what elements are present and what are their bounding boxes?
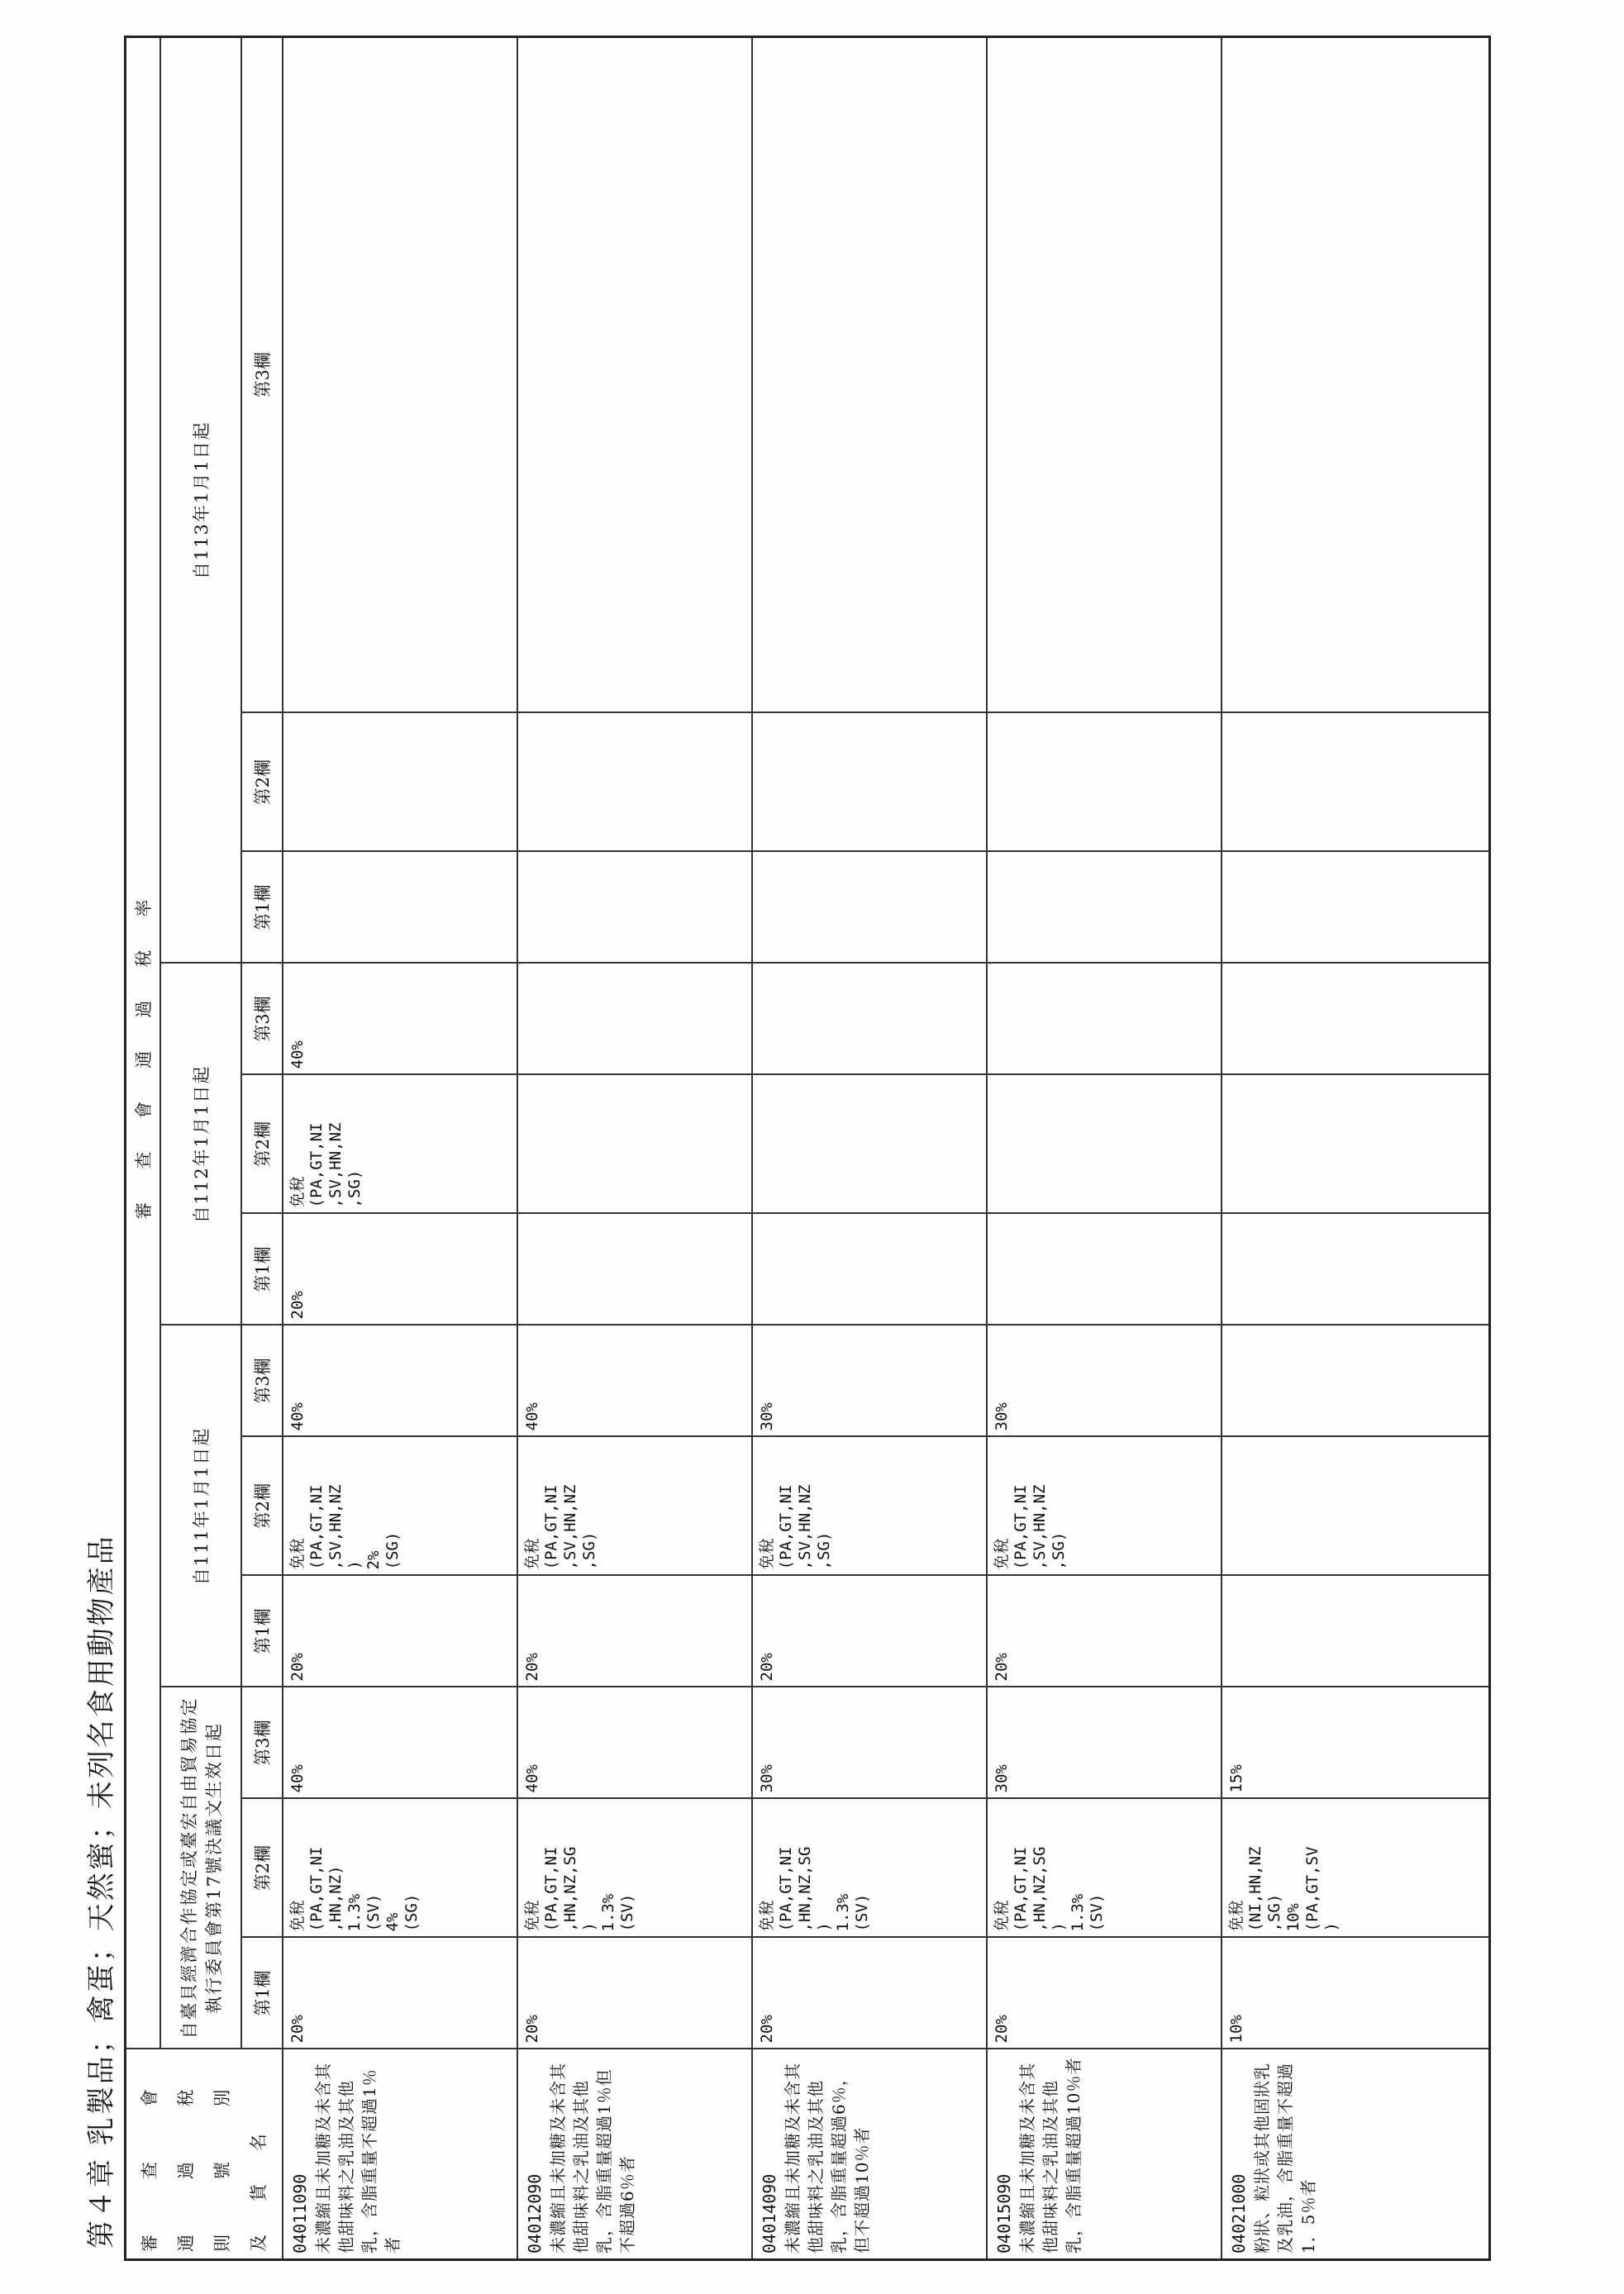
table-row — [517, 36, 752, 2259]
rate-value: 20% — [993, 1653, 1011, 1682]
rate-cell — [752, 1687, 987, 1799]
rate-cell — [1222, 1214, 1490, 1325]
rate-cell — [1222, 1437, 1490, 1576]
rate-value: 免稅 (PA,GT,NI ,HN,NZ,SG ) 1.3% (SV) — [993, 1846, 1106, 1932]
rate-cell — [1222, 852, 1490, 964]
rate-cell — [283, 1687, 517, 1799]
rate-cell — [283, 36, 517, 712]
rate-cell — [283, 713, 517, 852]
rate-cell — [283, 1576, 517, 1687]
rate-cell — [752, 1325, 987, 1437]
rate-cell — [283, 1214, 517, 1325]
tariff-item-cell — [517, 2049, 752, 2260]
rate-cell — [517, 1576, 752, 1687]
tariff-code: 04021000 — [1229, 2173, 1249, 2254]
table-row — [283, 36, 517, 2259]
period-header — [160, 1325, 241, 1687]
page-title: 第４章 乳製品；禽蛋；天然蜜；未列名食用動物產品 — [85, 1534, 118, 2249]
goods-description: 未濃縮且未加糖及未含其他甜味料之乳油及其他乳，含脂重量超過1％但不超過6％者 — [548, 2063, 637, 2254]
rate-value: 40% — [523, 1764, 541, 1793]
column-header: 第2欄 — [241, 1075, 283, 1214]
rate-cell — [752, 1799, 987, 1938]
goods-description: 未濃縮且未加糖及未含其他甜味料之乳油及其他乳，含脂重量超過6％，但不超過10％者 — [783, 2063, 872, 2254]
period-label: 自111年1月1日起 — [191, 1426, 212, 1586]
rate-group-header: 審查會通過稅率 — [126, 36, 160, 2049]
rate-cell — [1222, 1938, 1490, 2049]
rate-cell — [517, 1325, 752, 1437]
tariff-item-cell — [752, 2049, 987, 2260]
table-row — [987, 36, 1222, 2259]
rate-cell — [517, 1938, 752, 2049]
rate-value: 30% — [758, 1764, 776, 1793]
rate-value: 20% — [523, 1653, 541, 1682]
rate-cell — [517, 36, 752, 712]
rate-cell — [987, 964, 1222, 1075]
period-label: 自臺貝經濟合作協定或臺宏自由貿易協定執行委員會第17號決議文生效日起 — [179, 1697, 224, 2039]
rate-cell — [517, 1075, 752, 1214]
rate-cell — [987, 1214, 1222, 1325]
rate-value: 40% — [288, 1764, 307, 1793]
column-header: 第2欄 — [241, 713, 283, 852]
column-header: 第1欄 — [241, 1214, 283, 1325]
rate-value: 20% — [523, 2015, 541, 2044]
rate-value: 免稅 (PA,GT,NI ,SV,HN,NZ ,SG) — [758, 1484, 833, 1570]
rate-cell — [752, 1214, 987, 1325]
rate-value: 20% — [288, 1653, 307, 1682]
rate-cell — [987, 852, 1222, 964]
rate-value: 20% — [993, 2015, 1011, 2044]
goods-description: 粉狀、粒狀或其他固狀乳及乳油，含脂重量不超過1．5％者 — [1252, 2063, 1318, 2254]
rate-value: 15% — [1227, 1764, 1245, 1793]
rate-cell — [987, 36, 1222, 712]
rate-value: 20% — [758, 1653, 776, 1682]
tariff-code: 04012090 — [525, 2173, 545, 2254]
rate-cell — [752, 852, 987, 964]
rate-cell — [283, 1437, 517, 1576]
rate-cell — [987, 1437, 1222, 1576]
column-header: 第1欄 — [241, 1938, 283, 2049]
rate-value: 免稅 (PA,GT,NI ,SV,HN,NZ ,SG) — [288, 1122, 364, 1208]
column-header: 第3欄 — [241, 1687, 283, 1799]
rate-value: 免稅 (PA,GT,NI ,SV,HN,NZ ,SG) — [523, 1484, 598, 1570]
rate-cell — [517, 852, 752, 964]
period-header — [160, 1687, 241, 2049]
rate-value: 30% — [993, 1402, 1011, 1431]
rate-value: 30% — [993, 1764, 1011, 1793]
tariff-code: 04015090 — [994, 2173, 1014, 2254]
rate-value: 10% — [1227, 2015, 1245, 2044]
rate-cell — [517, 1799, 752, 1938]
rate-cell — [1222, 36, 1490, 712]
rate-cell — [517, 1437, 752, 1576]
rate-cell — [752, 713, 987, 852]
tariff-table — [124, 36, 1491, 2261]
rate-cell — [987, 1687, 1222, 1799]
rate-cell — [987, 1799, 1222, 1938]
rate-cell — [1222, 1325, 1490, 1437]
rate-value: 20% — [758, 2015, 776, 2044]
rate-cell — [283, 964, 517, 1075]
rate-cell — [517, 964, 752, 1075]
rate-cell — [1222, 1687, 1490, 1799]
rate-cell — [752, 1576, 987, 1687]
rate-cell — [987, 1325, 1222, 1437]
column-header: 第1欄 — [241, 852, 283, 964]
rate-value: 20% — [288, 1291, 307, 1320]
rate-value: 免稅 (NI,HN,NZ ,SG) 10% (PA,GT,SV ) — [1227, 1846, 1341, 1932]
rate-cell — [987, 1938, 1222, 2049]
column-header: 第2欄 — [241, 1799, 283, 1938]
rate-value: 免稅 (PA,GT,NI ,SV,HN,NZ ,SG) — [993, 1484, 1068, 1570]
rate-cell — [987, 1075, 1222, 1214]
rate-cell — [987, 713, 1222, 852]
tariff-code: 04011090 — [290, 2173, 310, 2254]
period-header — [160, 36, 241, 963]
rate-cell — [752, 1938, 987, 2049]
rate-value: 30% — [758, 1402, 776, 1431]
tariff-item-cell — [283, 2049, 517, 2260]
column-header: 第2欄 — [241, 1437, 283, 1576]
column-header: 第3欄 — [241, 36, 283, 712]
rate-cell — [517, 1214, 752, 1325]
rate-cell — [517, 713, 752, 852]
table-row — [752, 36, 987, 2259]
rate-cell — [752, 1075, 987, 1214]
column-header: 第1欄 — [241, 1576, 283, 1687]
rate-cell — [283, 852, 517, 964]
rate-cell — [1222, 1799, 1490, 1938]
rate-cell — [517, 1687, 752, 1799]
tariff-code: 04014090 — [760, 2173, 779, 2254]
rate-cell — [283, 1799, 517, 1938]
rate-value: 免稅 (PA,GT,NI ,HN,NZ) 1.3% (SV) 4% (SG) — [288, 1846, 421, 1932]
rate-cell — [283, 1938, 517, 2049]
rate-value: 免稅 (PA,GT,NI ,HN,NZ,SG ) 1.3% (SV) — [758, 1846, 871, 1932]
rate-value: 免稅 (PA,GT,NI ,HN,NZ,SG ) 1.3% (SV) — [523, 1846, 636, 1932]
rate-cell — [283, 1325, 517, 1437]
rate-cell — [752, 1437, 987, 1576]
rate-cell — [1222, 713, 1490, 852]
goods-description: 未濃縮且未加糖及未含其他甜味料之乳油及其他乳，含脂重量超過10％者 — [1017, 2057, 1083, 2254]
rate-value: 40% — [523, 1402, 541, 1431]
description-column-header: 審查會通過稅則號別及貨名 — [126, 2049, 283, 2260]
column-header: 第3欄 — [241, 964, 283, 1075]
rate-value: 40% — [288, 1402, 307, 1431]
tariff-item-cell — [987, 2049, 1222, 2260]
rate-value: 免稅 (PA,GT,NI ,SV,HN,NZ ) 2% (SG) — [288, 1484, 402, 1570]
period-header — [160, 964, 241, 1325]
rate-cell — [752, 36, 987, 712]
rate-cell — [752, 964, 987, 1075]
rate-cell — [1222, 1075, 1490, 1214]
period-label: 自113年1月1日起 — [191, 421, 212, 580]
column-header: 第3欄 — [241, 1325, 283, 1437]
goods-description: 未濃縮且未加糖及未含其他甜味料之乳油及其他乳，含脂重量不超過1％者 — [313, 2063, 402, 2254]
rate-cell — [1222, 1576, 1490, 1687]
rate-cell — [1222, 964, 1490, 1075]
rate-value: 20% — [288, 2015, 307, 2044]
rate-value: 40% — [288, 1040, 307, 1069]
period-label: 自112年1月1日起 — [191, 1064, 212, 1224]
table-row — [1222, 36, 1490, 2259]
tariff-item-cell — [1222, 2049, 1490, 2260]
rate-cell — [987, 1576, 1222, 1687]
rate-cell — [283, 1075, 517, 1214]
